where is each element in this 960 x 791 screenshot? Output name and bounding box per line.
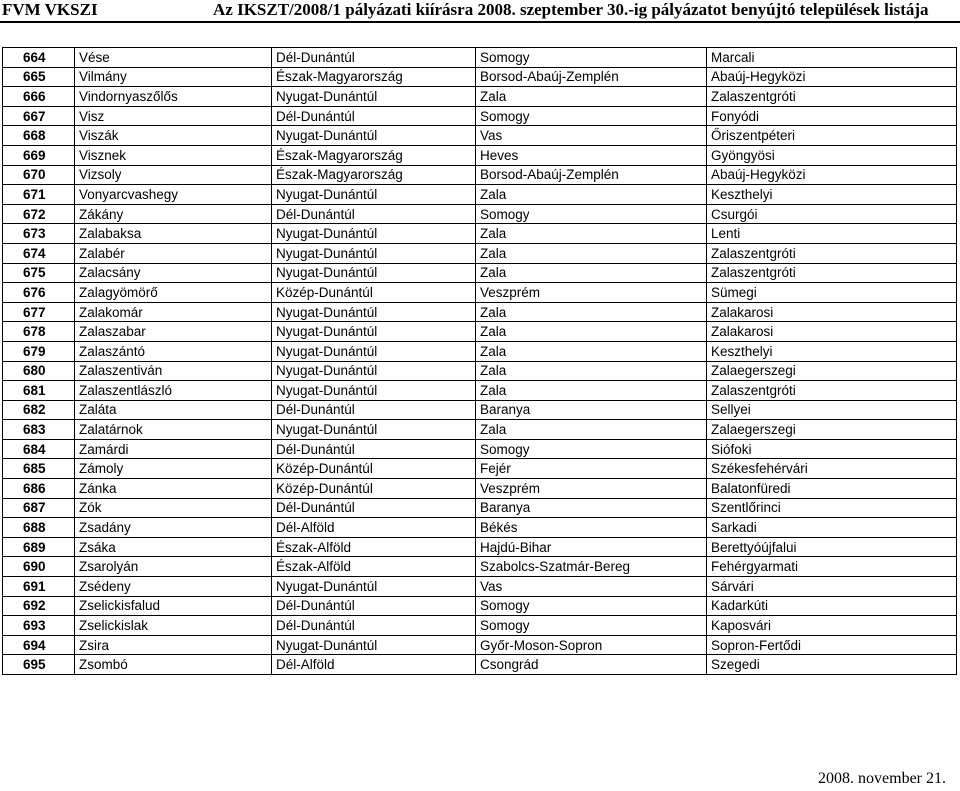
settlement-name: Zalaszentiván: [75, 361, 272, 381]
county-name: Zala: [476, 322, 707, 342]
row-number: 672: [3, 204, 75, 224]
settlement-name: Zsarolyán: [75, 557, 272, 577]
subregion-name: Székesfehérvári: [707, 459, 957, 479]
subregion-name: Zalaegerszegi: [707, 361, 957, 381]
county-name: Zala: [476, 302, 707, 322]
region-name: Nyugat-Dunántúl: [272, 87, 476, 107]
row-number: 665: [3, 67, 75, 87]
county-name: Fejér: [476, 459, 707, 479]
settlement-name: Zsira: [75, 635, 272, 655]
row-number: 685: [3, 459, 75, 479]
settlement-name: Zsadány: [75, 518, 272, 538]
table-row: [3, 204, 957, 224]
row-number: 693: [3, 616, 75, 636]
subregion-name: Marcali: [707, 48, 957, 68]
subregion-name: Zalaegerszegi: [707, 420, 957, 440]
subregion-name: Szegedi: [707, 655, 957, 675]
subregion-name: Zalakarosi: [707, 322, 957, 342]
region-name: Nyugat-Dunántúl: [272, 361, 476, 381]
row-number: 692: [3, 596, 75, 616]
subregion-name: Fehérgyarmati: [707, 557, 957, 577]
region-name: Nyugat-Dunántúl: [272, 341, 476, 361]
region-name: Nyugat-Dunántúl: [272, 322, 476, 342]
row-number: 673: [3, 224, 75, 244]
county-name: Zala: [476, 87, 707, 107]
subregion-name: Sarkadi: [707, 518, 957, 538]
region-name: Közép-Dunántúl: [272, 283, 476, 303]
region-name: Nyugat-Dunántúl: [272, 577, 476, 597]
subregion-name: Csurgói: [707, 204, 957, 224]
table-row: [3, 537, 957, 557]
row-number: 684: [3, 439, 75, 459]
subregion-name: Keszthelyi: [707, 341, 957, 361]
settlement-name: Zákány: [75, 204, 272, 224]
subregion-name: Zalaszentgróti: [707, 381, 957, 401]
county-name: Zala: [476, 263, 707, 283]
footer-date: 2008. november 21.: [818, 770, 946, 787]
subregion-name: Gyöngyösi: [707, 145, 957, 165]
county-name: Veszprém: [476, 479, 707, 499]
settlement-name: Zalaszántó: [75, 341, 272, 361]
table-row: [3, 655, 957, 675]
table-row: [3, 596, 957, 616]
region-name: Dél-Dunántúl: [272, 106, 476, 126]
subregion-name: Kadarkúti: [707, 596, 957, 616]
subregion-name: Sellyei: [707, 400, 957, 420]
region-name: Nyugat-Dunántúl: [272, 185, 476, 205]
table-row: [3, 361, 957, 381]
row-number: 668: [3, 126, 75, 146]
subregion-name: Zalakarosi: [707, 302, 957, 322]
county-name: Veszprém: [476, 283, 707, 303]
county-name: Hajdú-Bihar: [476, 537, 707, 557]
county-name: Borsod-Abaúj-Zemplén: [476, 165, 707, 185]
subregion-name: Zalaszentgróti: [707, 87, 957, 107]
settlement-name: Zselickislak: [75, 616, 272, 636]
county-name: Zala: [476, 224, 707, 244]
settlements-table: [2, 47, 957, 675]
settlement-name: Zsédeny: [75, 577, 272, 597]
table-row: [3, 400, 957, 420]
subregion-name: Berettyóújfalui: [707, 537, 957, 557]
county-name: Baranya: [476, 498, 707, 518]
row-number: 694: [3, 635, 75, 655]
region-name: Dél-Alföld: [272, 518, 476, 538]
subregion-name: Sopron-Fertődi: [707, 635, 957, 655]
county-name: Győr-Moson-Sopron: [476, 635, 707, 655]
county-name: Zala: [476, 341, 707, 361]
county-name: Zala: [476, 361, 707, 381]
settlement-name: Zalabér: [75, 243, 272, 263]
table-row: [3, 498, 957, 518]
row-number: 681: [3, 381, 75, 401]
settlement-name: Zalacsány: [75, 263, 272, 283]
row-number: 676: [3, 283, 75, 303]
region-name: Dél-Dunántúl: [272, 498, 476, 518]
subregion-name: Szentlőrinci: [707, 498, 957, 518]
region-name: Nyugat-Dunántúl: [272, 224, 476, 244]
region-name: Nyugat-Dunántúl: [272, 243, 476, 263]
table-row: [3, 420, 957, 440]
table-row: [3, 518, 957, 538]
subregion-name: Lenti: [707, 224, 957, 244]
table-row: [3, 48, 957, 68]
region-name: Dél-Dunántúl: [272, 48, 476, 68]
table-row: [3, 616, 957, 636]
table-row: [3, 283, 957, 303]
county-name: Zala: [476, 381, 707, 401]
table-row: [3, 439, 957, 459]
row-number: 674: [3, 243, 75, 263]
table-row: [3, 224, 957, 244]
row-number: 670: [3, 165, 75, 185]
row-number: 666: [3, 87, 75, 107]
subregion-name: Sárvári: [707, 577, 957, 597]
region-name: Dél-Dunántúl: [272, 439, 476, 459]
region-name: Észak-Magyarország: [272, 145, 476, 165]
table-row: [3, 557, 957, 577]
region-name: Nyugat-Dunántúl: [272, 126, 476, 146]
settlement-name: Zámoly: [75, 459, 272, 479]
settlement-name: Zalaszentlászló: [75, 381, 272, 401]
region-name: Dél-Dunántúl: [272, 204, 476, 224]
settlement-name: Viszák: [75, 126, 272, 146]
county-name: Somogy: [476, 204, 707, 224]
row-number: 690: [3, 557, 75, 577]
settlement-name: Zók: [75, 498, 272, 518]
settlement-name: Zalagyömörő: [75, 283, 272, 303]
table-row: [3, 479, 957, 499]
row-number: 683: [3, 420, 75, 440]
table-row: [3, 106, 957, 126]
settlements-table-body: [3, 48, 957, 675]
region-name: Észak-Magyarország: [272, 165, 476, 185]
settlement-name: Zsáka: [75, 537, 272, 557]
settlement-name: Zánka: [75, 479, 272, 499]
row-number: 679: [3, 341, 75, 361]
table-row: [3, 263, 957, 283]
row-number: 677: [3, 302, 75, 322]
table-row: [3, 243, 957, 263]
table-row: [3, 126, 957, 146]
region-name: Észak-Magyarország: [272, 67, 476, 87]
subregion-name: Abaúj-Hegyközi: [707, 67, 957, 87]
table-row: [3, 67, 957, 87]
county-name: Békés: [476, 518, 707, 538]
subregion-name: Sümegi: [707, 283, 957, 303]
table-row: [3, 635, 957, 655]
settlement-name: Visz: [75, 106, 272, 126]
settlement-name: Vizsoly: [75, 165, 272, 185]
settlement-name: Zselickisfalud: [75, 596, 272, 616]
county-name: Szabolcs-Szatmár-Bereg: [476, 557, 707, 577]
table-row: [3, 87, 957, 107]
row-number: 675: [3, 263, 75, 283]
settlement-name: Zalakomár: [75, 302, 272, 322]
settlement-name: Zalatárnok: [75, 420, 272, 440]
region-name: Nyugat-Dunántúl: [272, 263, 476, 283]
row-number: 678: [3, 322, 75, 342]
organization-name: FVM VKSZI: [2, 0, 98, 19]
settlement-name: Zalaszabar: [75, 322, 272, 342]
county-name: Somogy: [476, 439, 707, 459]
table-row: [3, 145, 957, 165]
table-row: [3, 459, 957, 479]
region-name: Nyugat-Dunántúl: [272, 302, 476, 322]
subregion-name: Siófoki: [707, 439, 957, 459]
row-number: 691: [3, 577, 75, 597]
county-name: Somogy: [476, 616, 707, 636]
document-title: Az IKSZT/2008/1 pályázati kiírásra 2008. szeptember 30.-ig pályázatot benyújtó települések listája: [213, 0, 929, 19]
row-number: 680: [3, 361, 75, 381]
subregion-name: Abaúj-Hegyközi: [707, 165, 957, 185]
county-name: Somogy: [476, 596, 707, 616]
settlement-name: Visznek: [75, 145, 272, 165]
table-row: [3, 577, 957, 597]
table-row: [3, 302, 957, 322]
county-name: Zala: [476, 243, 707, 263]
subregion-name: Balatonfüredi: [707, 479, 957, 499]
row-number: 682: [3, 400, 75, 420]
region-name: Dél-Alföld: [272, 655, 476, 675]
county-name: Somogy: [476, 106, 707, 126]
county-name: Csongrád: [476, 655, 707, 675]
region-name: Nyugat-Dunántúl: [272, 381, 476, 401]
settlement-name: Vilmány: [75, 67, 272, 87]
row-number: 669: [3, 145, 75, 165]
county-name: Somogy: [476, 48, 707, 68]
region-name: Észak-Alföld: [272, 557, 476, 577]
county-name: Vas: [476, 577, 707, 597]
table-row: [3, 185, 957, 205]
row-number: 686: [3, 479, 75, 499]
subregion-name: Fonyódi: [707, 106, 957, 126]
subregion-name: Zalaszentgróti: [707, 263, 957, 283]
table-row: [3, 165, 957, 185]
region-name: Dél-Dunántúl: [272, 400, 476, 420]
region-name: Nyugat-Dunántúl: [272, 420, 476, 440]
subregion-name: Zalaszentgróti: [707, 243, 957, 263]
region-name: Közép-Dunántúl: [272, 479, 476, 499]
row-number: 689: [3, 537, 75, 557]
row-number: 688: [3, 518, 75, 538]
row-number: 667: [3, 106, 75, 126]
county-name: Heves: [476, 145, 707, 165]
region-name: Nyugat-Dunántúl: [272, 635, 476, 655]
table-row: [3, 341, 957, 361]
county-name: Zala: [476, 185, 707, 205]
region-name: Észak-Alföld: [272, 537, 476, 557]
county-name: Vas: [476, 126, 707, 146]
settlement-name: Vése: [75, 48, 272, 68]
row-number: 664: [3, 48, 75, 68]
county-name: Baranya: [476, 400, 707, 420]
row-number: 695: [3, 655, 75, 675]
row-number: 671: [3, 185, 75, 205]
settlement-name: Zaláta: [75, 400, 272, 420]
table-row: [3, 381, 957, 401]
header-divider: [0, 21, 960, 23]
settlement-name: Vindornyaszőlős: [75, 87, 272, 107]
region-name: Közép-Dunántúl: [272, 459, 476, 479]
settlement-name: Zsombó: [75, 655, 272, 675]
region-name: Dél-Dunántúl: [272, 616, 476, 636]
table-row: [3, 322, 957, 342]
row-number: 687: [3, 498, 75, 518]
settlement-name: Zamárdi: [75, 439, 272, 459]
subregion-name: Keszthelyi: [707, 185, 957, 205]
subregion-name: Őriszentpéteri: [707, 126, 957, 146]
county-name: Borsod-Abaúj-Zemplén: [476, 67, 707, 87]
subregion-name: Kaposvári: [707, 616, 957, 636]
region-name: Dél-Dunántúl: [272, 596, 476, 616]
settlement-name: Zalabaksa: [75, 224, 272, 244]
settlement-name: Vonyarcvashegy: [75, 185, 272, 205]
county-name: Zala: [476, 420, 707, 440]
